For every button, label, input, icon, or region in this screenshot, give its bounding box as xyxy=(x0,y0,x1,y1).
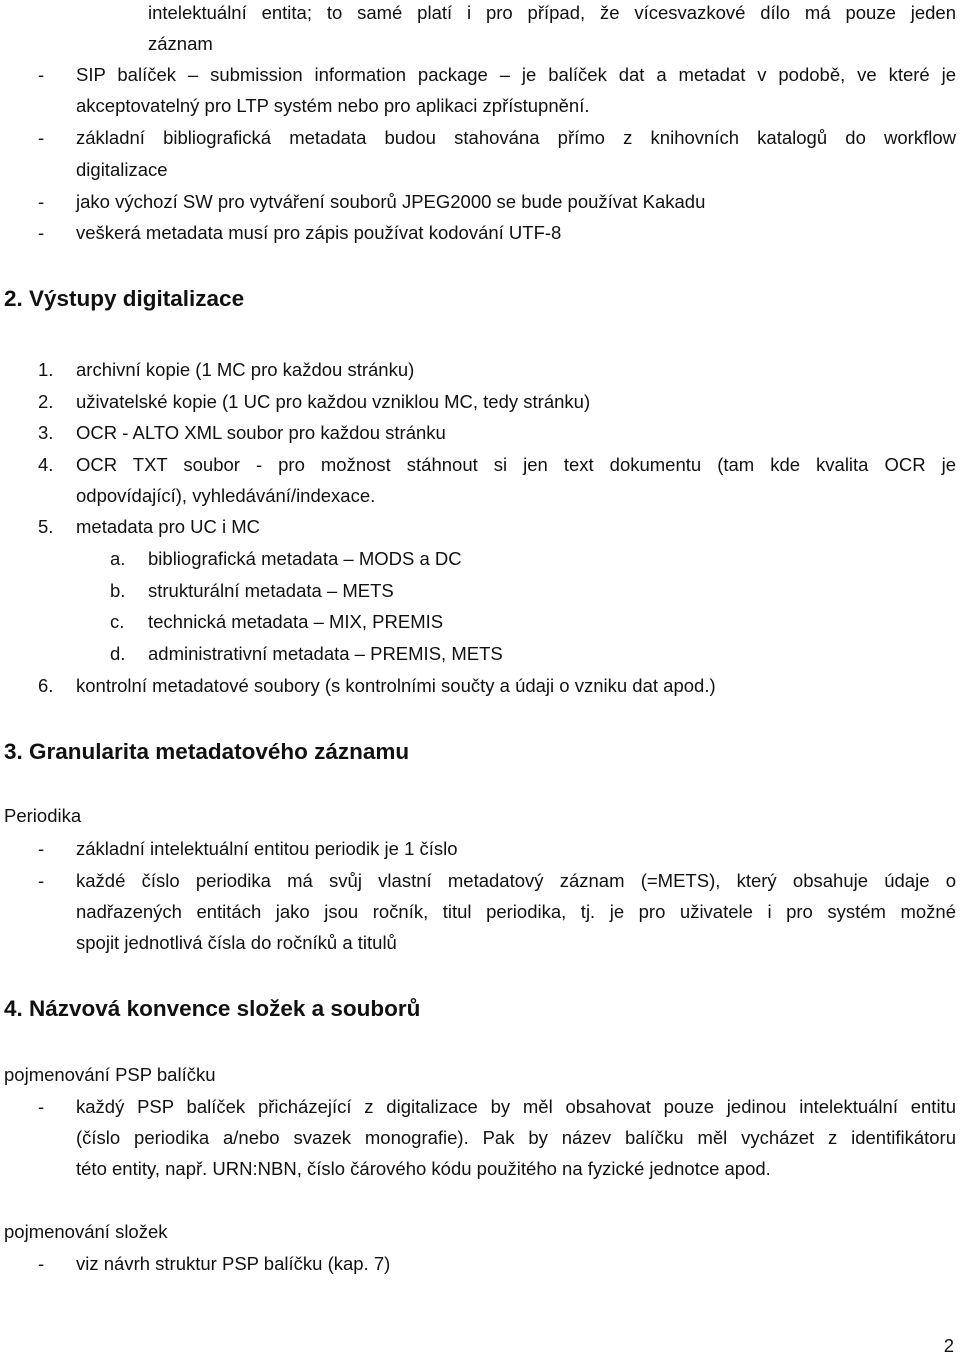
subheading: pojmenování PSP balíčku xyxy=(4,1064,216,1085)
bullet-dash: - xyxy=(38,64,45,85)
sub-letter: b. xyxy=(110,580,126,601)
sub-letter: c. xyxy=(110,611,125,632)
paragraph-line: intelektuální entita; to samé platí i pro případ, že vícesvazkové dílo má pouze jeden xyxy=(148,2,956,23)
sub-item: technická metadata – MIX, PREMIS xyxy=(148,611,444,632)
section-heading: 2. Výstupy digitalizace xyxy=(4,286,245,311)
list-number: 1. xyxy=(38,359,54,380)
list-item: odpovídající), vyhledávání/indexace. xyxy=(76,485,376,506)
sub-item: strukturální metadata – METS xyxy=(148,580,394,601)
list-number: 6. xyxy=(38,675,54,696)
sub-letter: a. xyxy=(110,548,126,569)
subheading: pojmenování složek xyxy=(4,1221,168,1242)
section-heading: 4. Názvová konvence složek a souborů xyxy=(4,996,421,1021)
sub-item: administrativní metadata – PREMIS, METS xyxy=(148,643,503,664)
bullet-dash: - xyxy=(38,870,45,891)
bullet-text: (číslo periodika a/nebo svazek monografie). Pak by název balíčku měl vycházet z identifikátoru xyxy=(76,1127,956,1148)
bullet-text: akceptovatelný pro LTP systém nebo pro aplikaci zpřístupnění. xyxy=(76,95,590,116)
bullet-text: SIP balíček – submission information package – je balíček dat a metadat v podobě, ve které je xyxy=(76,64,956,85)
bullet-text: základní intelektuální entitou periodik je 1 číslo xyxy=(76,838,458,859)
bullet-text: této entity, např. URN:NBN, číslo čárového kódu použitého na fyzické jednotce apod. xyxy=(76,1158,771,1179)
bullet-dash: - xyxy=(38,1096,45,1117)
bullet-dash: - xyxy=(38,127,45,148)
bullet-text: nadřazených entitách jako jsou ročník, titul periodika, tj. je pro uživatele i pro systém možné xyxy=(76,901,956,922)
bullet-text: spojit jednotlivá čísla do ročníků a titulů xyxy=(76,932,397,953)
bullet-text: veškerá metadata musí pro zápis používat kodování UTF-8 xyxy=(76,222,562,243)
subheading: Periodika xyxy=(4,805,82,826)
page-number: 2 xyxy=(943,1335,954,1356)
list-item: OCR - ALTO XML soubor pro každou stránku xyxy=(76,422,446,443)
bullet-dash: - xyxy=(38,222,45,243)
bullet-text: základní bibliografická metadata budou stahována přímo z knihovních katalogů do workflow xyxy=(76,127,956,148)
bullet-dash: - xyxy=(38,1253,45,1274)
bullet-dash: - xyxy=(38,191,45,212)
list-number: 4. xyxy=(38,454,54,475)
list-item: OCR TXT soubor - pro možnost stáhnout si jen text dokumentu (tam kde kvalita OCR je xyxy=(76,454,956,475)
section-heading: 3. Granularita metadatového záznamu xyxy=(4,739,410,764)
list-item: uživatelské kopie (1 UC pro každou vzniklou MC, tedy stránku) xyxy=(76,391,591,412)
list-number: 5. xyxy=(38,516,54,537)
paragraph-line: záznam xyxy=(148,33,213,54)
sub-letter: d. xyxy=(110,643,126,664)
list-item: kontrolní metadatové soubory (s kontrolními součty a údaji o vzniku dat apod.) xyxy=(76,675,716,696)
bullet-text: jako výchozí SW pro vytváření souborů JPEG2000 se bude používat Kakadu xyxy=(76,191,706,212)
bullet-dash: - xyxy=(38,838,45,859)
bullet-text: digitalizace xyxy=(76,159,168,180)
bullet-text: viz návrh struktur PSP balíčku (kap. 7) xyxy=(76,1253,391,1274)
bullet-text: každé číslo periodika má svůj vlastní metadatový záznam (=METS), který obsahuje údaje o xyxy=(76,870,956,891)
list-number: 2. xyxy=(38,391,54,412)
list-number: 3. xyxy=(38,422,54,443)
sub-item: bibliografická metadata – MODS a DC xyxy=(148,548,462,569)
list-item: metadata pro UC i MC xyxy=(76,516,261,537)
bullet-text: každý PSP balíček přicházející z digitalizace by měl obsahovat pouze jedinou intelektuální entitu xyxy=(76,1096,956,1117)
list-item: archivní kopie (1 MC pro každou stránku) xyxy=(76,359,415,380)
